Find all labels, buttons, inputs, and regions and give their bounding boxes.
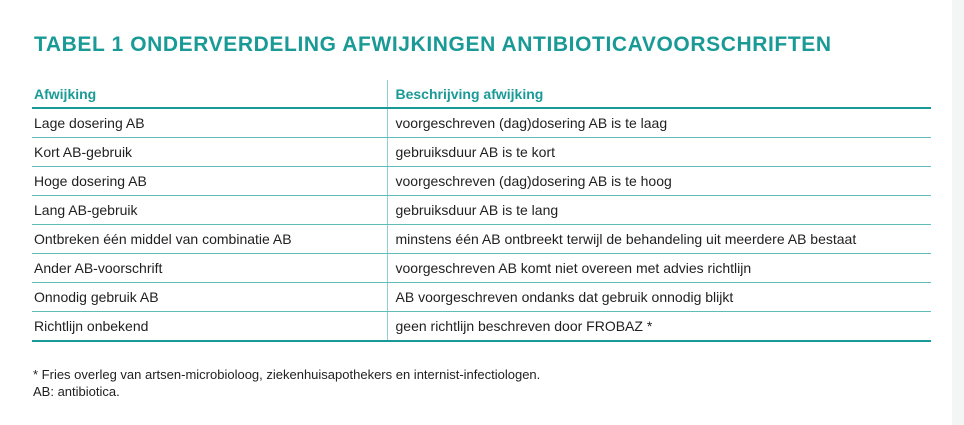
- footnotes: [33, 366, 540, 400]
- table-row: [32, 138, 931, 167]
- table-header-row: [32, 80, 931, 108]
- table-row: [32, 108, 931, 138]
- footnote-frobaz: * Fries overleg van artsen-microbioloog, ziekenhuisapothekers en internist-infectiologen.: [33, 367, 541, 382]
- cell-afwijking: Lage dosering AB: [32, 108, 387, 138]
- cell-beschrijving: gebruiksduur AB is te kort: [387, 138, 931, 167]
- cell-beschrijving: minstens één AB ontbreekt terwijl de behandeling uit meerdere AB bestaat: [387, 225, 931, 254]
- cell-beschrijving: voorgeschreven (dag)dosering AB is te laag: [387, 108, 931, 138]
- cell-beschrijving: gebruiksduur AB is te lang: [387, 196, 931, 225]
- table-row: [32, 254, 931, 283]
- footnote-abbreviation: AB: antibiotica.: [33, 384, 120, 399]
- cell-beschrijving: voorgeschreven AB komt niet overeen met advies richtlijn: [387, 254, 931, 283]
- table-row: [32, 283, 931, 312]
- cell-afwijking: Onnodig gebruik AB: [32, 283, 387, 312]
- cell-afwijking: Richtlijn onbekend: [32, 312, 387, 342]
- table-title: TABEL 1 ONDERVERDELING AFWIJKINGEN ANTIBIOTICAVOORSCHRIFTEN: [34, 33, 832, 56]
- table-row: [32, 225, 931, 254]
- cell-afwijking: Hoge dosering AB: [32, 167, 387, 196]
- table-row: [32, 167, 931, 196]
- table-row: [32, 312, 931, 342]
- cell-afwijking: Ander AB-voorschrift: [32, 254, 387, 283]
- cell-afwijking: Kort AB-gebruik: [32, 138, 387, 167]
- table-row: [32, 196, 931, 225]
- cell-beschrijving: geen richtlijn beschreven door FROBAZ *: [387, 312, 931, 342]
- header-beschrijving: Beschrijving afwijking: [387, 80, 931, 108]
- cell-afwijking: Lang AB-gebruik: [32, 196, 387, 225]
- cell-beschrijving: voorgeschreven (dag)dosering AB is te hoog: [387, 167, 931, 196]
- deviation-table: [32, 80, 931, 342]
- cell-afwijking: Ontbreken één middel van combinatie AB: [32, 225, 387, 254]
- cell-beschrijving: AB voorgeschreven ondanks dat gebruik onnodig blijkt: [387, 283, 931, 312]
- header-afwijking: Afwijking: [32, 80, 387, 108]
